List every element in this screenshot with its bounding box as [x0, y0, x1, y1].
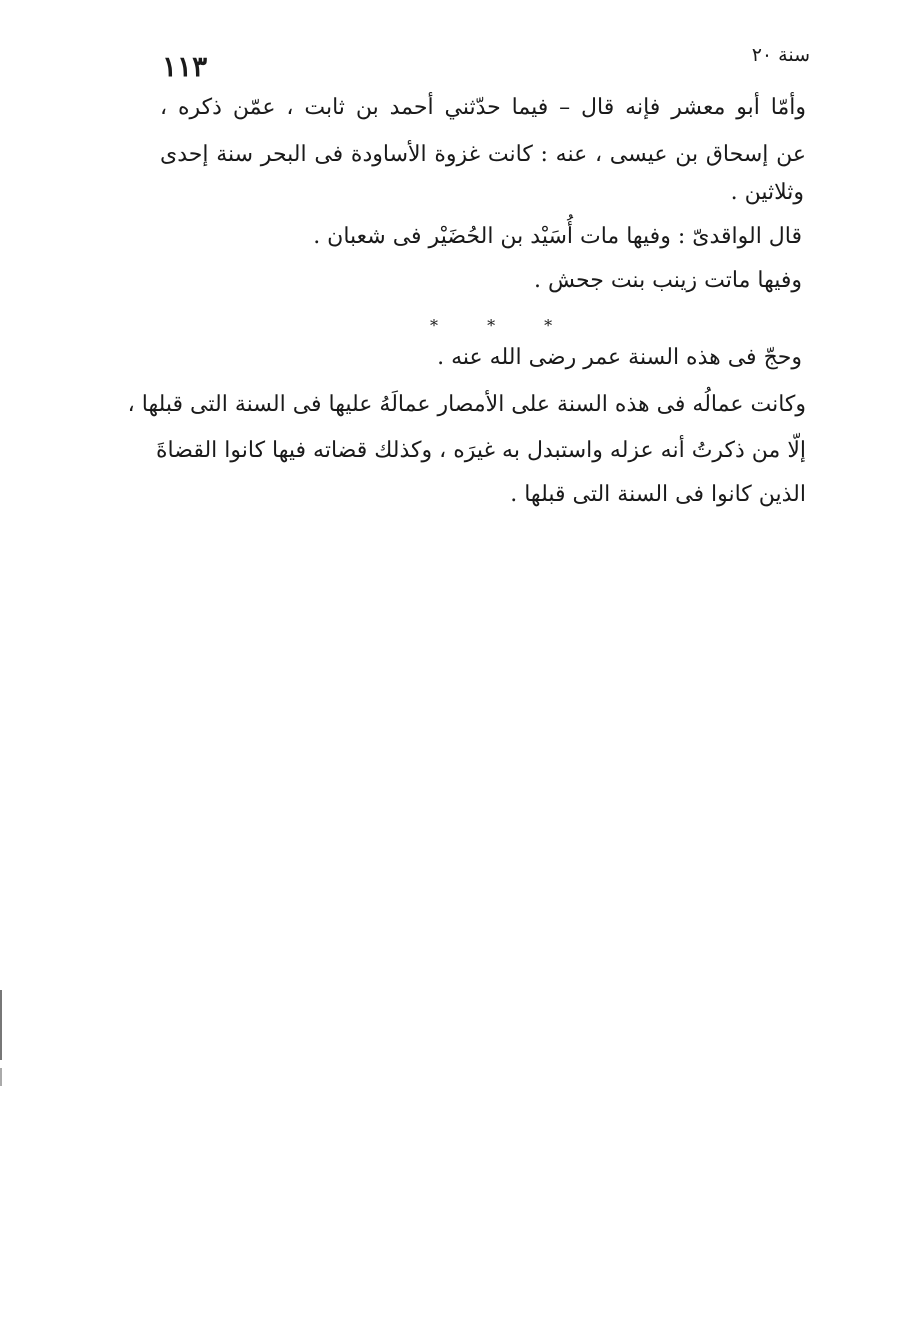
paragraph-1-line-2: عن إسحاق بن عيسى ، عنه : كانت غزوة الأساودة فى البحر سنة إحدى — [160, 142, 806, 167]
scan-edge-mark — [0, 1068, 2, 1086]
paragraph-2-line-1: قال الواقدىّ : وفيها مات أُسَيْد بن الحُضَيْر فى شعبان . — [313, 224, 802, 249]
paragraph-5-line-3: الذين كانوا فى السنة التى قبلها . — [510, 482, 806, 507]
section-separator-stars: * * * — [430, 316, 575, 335]
page-number: ١١٣ — [162, 50, 208, 83]
paragraph-1-line-1: وأمّا أبو معشر فإنه قال – فيما حدّثني أحمد بن ثابت ، عمّن ذكره ، — [160, 95, 806, 120]
paragraph-5-line-2: إلّا من ذكرتُ أنه عزله واستبدل به غيرَه ، وكذلك قضاته فيها كانوا القضاةَ — [156, 438, 806, 463]
running-header-year: سنة ٢٠ — [751, 44, 810, 66]
paragraph-4-line-1: وحجّ فى هذه السنة عمر رضى الله عنه . — [437, 345, 802, 370]
paragraph-1-line-3: وثلاثين . — [730, 180, 804, 205]
paragraph-5-line-1: وكانت عمالُه فى هذه السنة على الأمصار عمالَهُ عليها فى السنة التى قبلها ، — [127, 392, 806, 417]
scan-edge-mark — [0, 990, 2, 1060]
paragraph-3-line-1: وفيها ماتت زينب بنت جحش . — [534, 268, 802, 293]
